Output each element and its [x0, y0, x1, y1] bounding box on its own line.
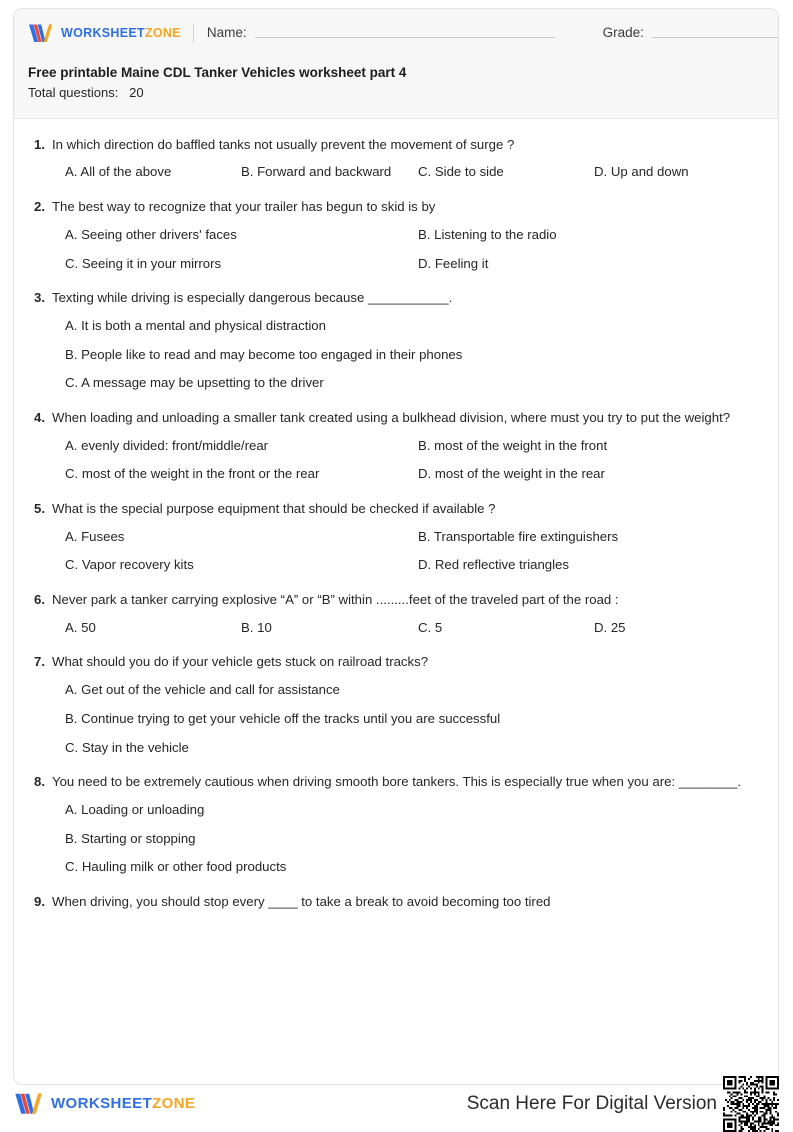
answer-option[interactable]: A. Seeing other drivers' faces [65, 226, 237, 242]
worksheet-card [13, 8, 779, 1085]
answer-option[interactable]: A. Fusees [65, 528, 125, 544]
question-options [30, 225, 758, 274]
question-head [30, 499, 758, 519]
brand-wordmark-zone: ZONE [144, 26, 181, 40]
question-options [30, 316, 758, 393]
answer-option[interactable]: B. People like to read and may become too engaged in their phones [65, 346, 463, 362]
footer-wordmark-zone: ZONE [152, 1095, 196, 1112]
question-text: You need to be extremely cautious when driving smooth bore tankers. This is especially true when you are: ________. [52, 774, 742, 790]
answer-option[interactable]: B. most of the weight in the front [418, 437, 608, 453]
grade-label: Grade: [602, 24, 644, 40]
footer-brand-wordmark [51, 1095, 195, 1112]
answer-option[interactable]: B. Forward and backward [241, 164, 392, 180]
name-write-line[interactable] [255, 37, 555, 38]
answer-option[interactable]: C. Vapor recovery kits [65, 557, 194, 573]
question-text: When loading and unloading a smaller tank created using a bulkhead division, where must you try to put the weight? [52, 410, 731, 426]
answer-option[interactable]: D. most of the weight in the rear [418, 466, 605, 482]
questions-list [14, 119, 778, 938]
question-head [30, 772, 758, 792]
question-text: The best way to recognize that your trailer has begun to skid is by [52, 199, 436, 215]
question-options [30, 436, 758, 485]
question-text: When driving, you should stop every ____ to take a break to avoid becoming too tired [52, 894, 551, 910]
footer-brand-logo [14, 1092, 195, 1116]
answer-option[interactable]: C. 5 [418, 619, 443, 635]
question-number: 5. [34, 501, 45, 517]
question-item [30, 499, 758, 575]
answer-option[interactable]: C. Hauling milk or other food products [65, 859, 287, 875]
qr-code-icon[interactable] [723, 1076, 779, 1132]
header-top-row [14, 9, 778, 57]
question-item [30, 135, 758, 182]
answer-option[interactable]: B. Listening to the radio [418, 226, 557, 242]
brand-wordmark [61, 26, 181, 40]
question-text: Never park a tanker carrying explosive “A” or “B” within .........feet of the traveled part of the road : [52, 592, 619, 608]
answer-option[interactable]: D. Feeling it [418, 255, 489, 271]
question-text: In which direction do baffled tanks not usually prevent the movement of surge ? [52, 137, 515, 152]
footer-wordmark-worksheet: WORKSHEET [51, 1095, 153, 1112]
question-number: 8. [34, 774, 45, 790]
brand-logo [28, 23, 181, 44]
question-head [30, 408, 758, 428]
answer-option[interactable]: B. Starting or stopping [65, 830, 196, 846]
answer-option[interactable]: C. A message may be upsetting to the driver [65, 375, 324, 391]
question-head [30, 288, 758, 308]
answer-option[interactable]: C. Stay in the vehicle [65, 739, 189, 755]
page-footer [0, 1085, 793, 1122]
answer-option[interactable]: B. Continue trying to get your vehicle off the tracks until you are successful [65, 710, 501, 726]
question-text: What is the special purpose equipment that should be checked if available ? [52, 501, 496, 517]
question-item [30, 197, 758, 273]
question-number: 2. [34, 199, 45, 215]
question-head [30, 135, 758, 155]
question-options [30, 680, 758, 757]
question-item [30, 892, 758, 912]
answer-option[interactable]: C. Seeing it in your mirrors [65, 255, 222, 271]
question-item [30, 772, 758, 877]
question-text: What should you do if your vehicle gets stuck on railroad tracks? [52, 654, 429, 670]
question-options [30, 618, 758, 638]
question-options [30, 800, 758, 877]
question-head [30, 197, 758, 217]
header-meta [14, 57, 778, 104]
answer-option[interactable]: D. Red reflective triangles [418, 557, 569, 573]
question-options [30, 527, 758, 576]
grade-write-line[interactable] [652, 37, 779, 38]
question-item [30, 408, 758, 484]
worksheet-header [14, 9, 778, 119]
answer-option[interactable]: A. evenly divided: front/middle/rear [65, 437, 269, 453]
question-head [30, 892, 758, 912]
question-options [30, 162, 758, 182]
question-number: 4. [34, 410, 45, 426]
question-item [30, 652, 758, 757]
answer-option[interactable]: B. 10 [241, 619, 272, 635]
brand-wordmark-worksheet: WORKSHEET [61, 26, 145, 40]
question-number: 1. [34, 137, 45, 152]
worksheet-zone-logo-icon [14, 1092, 44, 1116]
question-number: 6. [34, 592, 45, 608]
answer-option[interactable]: A. It is both a mental and physical distraction [65, 317, 326, 333]
scan-here-label: Scan Here For Digital Version [466, 1092, 717, 1114]
answer-option[interactable]: A. All of the above [65, 164, 172, 180]
question-number: 7. [34, 654, 45, 670]
page-title: Free printable Maine CDL Tanker Vehicles worksheet part 4 [28, 65, 407, 80]
name-field[interactable] [207, 26, 555, 41]
answer-option[interactable]: A. 50 [65, 619, 96, 635]
answer-option[interactable]: C. most of the weight in the front or the rear [65, 466, 320, 482]
question-head [30, 652, 758, 672]
grade-field[interactable] [603, 26, 779, 41]
header-divider [193, 24, 194, 43]
question-number: 3. [34, 290, 45, 306]
answer-option[interactable]: B. Transportable fire extinguishers [418, 528, 619, 544]
answer-option[interactable]: D. Up and down [594, 164, 689, 180]
question-item [30, 590, 758, 637]
total-questions: Total questions: 20 [28, 85, 144, 101]
answer-option[interactable]: A. Loading or unloading [65, 801, 205, 817]
question-item [30, 288, 758, 393]
worksheet-zone-logo-icon [28, 23, 54, 44]
answer-option[interactable]: A. Get out of the vehicle and call for assistance [65, 681, 340, 697]
answer-option[interactable]: C. Side to side [418, 164, 504, 180]
question-head [30, 590, 758, 610]
question-text: Texting while driving is especially dangerous because ___________. [52, 290, 453, 306]
name-label: Name: [206, 24, 247, 40]
question-number: 9. [34, 894, 45, 910]
answer-option[interactable]: D. 25 [594, 619, 626, 635]
